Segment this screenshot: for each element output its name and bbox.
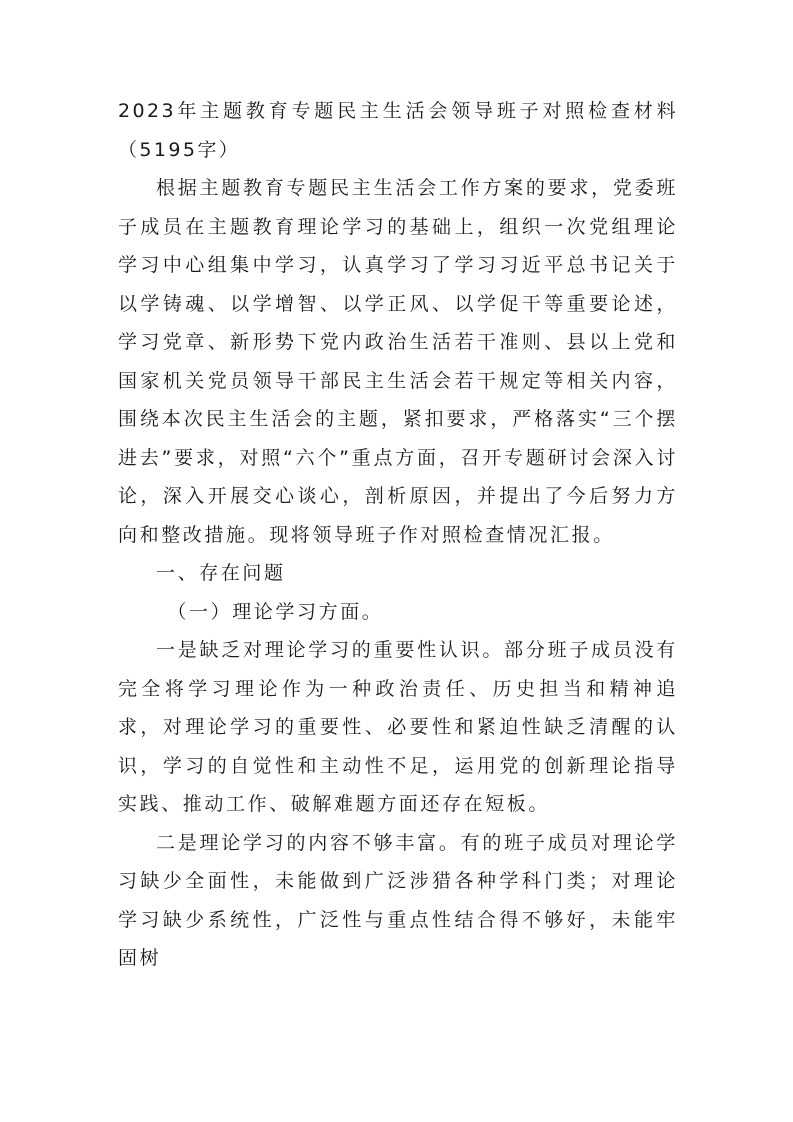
section-heading-problems: 一、存在问题 xyxy=(156,562,286,584)
point-paragraph-2: 二是理论学习的内容不够丰富。有的班子成员对理论学习缺少全面性，未能做到广泛涉猎各种学科门类；对理论学习缺少系统性，广泛性与重点性结合得不够好，未能牢固树 xyxy=(118,831,678,969)
document-body xyxy=(118,92,678,978)
document-title: 2023年主题教育专题民主生活会领导班子对照检查材料（5195字） xyxy=(118,100,678,161)
subsection-heading-theory-study: （一）理论学习方面。 xyxy=(167,600,384,623)
point-paragraph-1: 一是缺乏对理论学习的重要性认识。部分班子成员没有完全将学习理论作为一种政治责任、历史担当和精神追求，对理论学习的重要性、必要性和紧迫性缺乏清醒的认识，学习的自觉性和主动性不足，运用党的创新理论指导实践、推动工作、破解难题方面还存在短板。 xyxy=(118,639,678,815)
intro-paragraph: 根据主题教育专题民主生活会工作方案的要求，党委班子成员在主题教育理论学习的基础上，组织一次党组理论学习中心组集中学习，认真学习了学习习近平总书记关于以学铸魂、以学增智、以学正风、以学促干等重要论述，学习党章、新形势下党内政治生活若干准则、县以上党和国家机关党员领导干部民主生活会若干规定等相关内容，围绕本次民主生活会的主题，紧扣要求，严格落实“三个摆进去”要求，对照“六个”重点方面，召开专题研讨会深入讨论，深入开展交心谈心，剖析原因，并提出了今后努力方向和整改措施。现将领导班子作对照检查情况汇报。 xyxy=(118,177,678,546)
